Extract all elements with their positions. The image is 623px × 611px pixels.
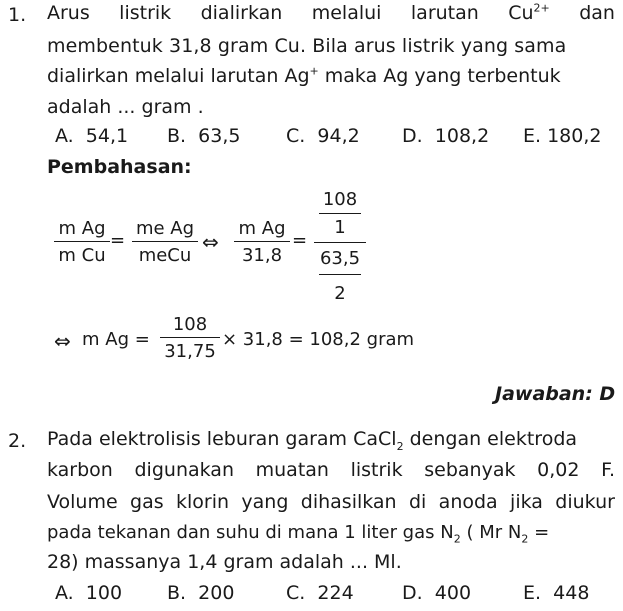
compound-top-num: 108 xyxy=(322,189,358,210)
fraction-108-3175: 108 31,75 xyxy=(160,316,220,361)
word: dan xyxy=(579,2,615,24)
question-2-line-3: Volume gas klorin yang dihasilkan di anoda jika diukur xyxy=(47,491,615,513)
answer-label: Jawaban: D xyxy=(495,383,616,405)
result-expression: × 31,8 = 108,2 gram xyxy=(222,329,415,350)
option-b: B. 63,5 xyxy=(167,125,241,147)
fraction-mag-318: m Ag 31,8 xyxy=(234,220,290,265)
compound-inner-bar-bottom xyxy=(319,274,361,275)
question-2-line-4: pada tekanan dan suhu di mana 1 liter gas $N_2$ ( Mr $N_2$ = xyxy=(47,522,550,546)
question-1-line-2: membentuk 31,8 gram Cu. Bila arus listrik yang sama xyxy=(47,35,567,57)
equals-sign: = xyxy=(110,230,126,251)
question-2-line-5: 28) massanya 1,4 gram adalah ... Ml. xyxy=(47,551,402,573)
word: Arus xyxy=(47,2,90,24)
fraction-meag-mecu: me Ag meCu xyxy=(132,220,198,265)
question-2-number: 2. xyxy=(8,430,27,452)
compound-top-den: 1 xyxy=(334,217,346,238)
compound-bot-den: 2 xyxy=(334,283,346,304)
fraction-mag-mcu: m Ag m Cu xyxy=(54,220,110,265)
iff-arrow-icon: ⇔ xyxy=(54,329,71,353)
question-1-line-3: dialirkan melalui larutan Ag+ maka Ag yang terbentuk xyxy=(47,64,561,87)
cu-ion: $Cu^{2+}$ xyxy=(508,1,550,24)
compound-bot-num: 63,5 xyxy=(319,248,361,269)
word: listrik xyxy=(119,2,172,24)
option-e: E. 448 xyxy=(523,582,590,604)
option-d: D. 108,2 xyxy=(402,125,490,147)
question-2-line-2: karbon digunakan muatan listrik sebanyak 0,02 F. xyxy=(47,459,615,481)
compound-main-bar xyxy=(314,242,366,243)
lhs-mag: m Ag = xyxy=(82,329,150,350)
question-1-line-1 xyxy=(47,1,615,24)
word: larutan xyxy=(410,2,479,24)
equals-sign: = xyxy=(292,230,308,251)
option-c: C. 94,2 xyxy=(286,125,360,147)
solution-heading: Pembahasan: xyxy=(47,156,192,178)
option-c: C. 224 xyxy=(286,582,354,604)
option-d: D. 400 xyxy=(402,582,472,604)
option-e: E. 180,2 xyxy=(523,125,602,147)
compound-inner-bar-top xyxy=(319,213,361,214)
question-2-line-1: Pada elektrolisis leburan garam CaCl$_2$ dengan elektroda xyxy=(47,428,578,453)
question-1-line-4: adalah ... gram . xyxy=(47,96,204,118)
word: dialirkan xyxy=(200,2,283,24)
word: melalui xyxy=(311,2,382,24)
option-a: A. 54,1 xyxy=(55,125,129,147)
iff-arrow-icon: ⇔ xyxy=(202,230,219,254)
question-1-number: 1. xyxy=(8,4,27,26)
option-b: B. 200 xyxy=(167,582,235,604)
option-a: A. 100 xyxy=(55,582,123,604)
